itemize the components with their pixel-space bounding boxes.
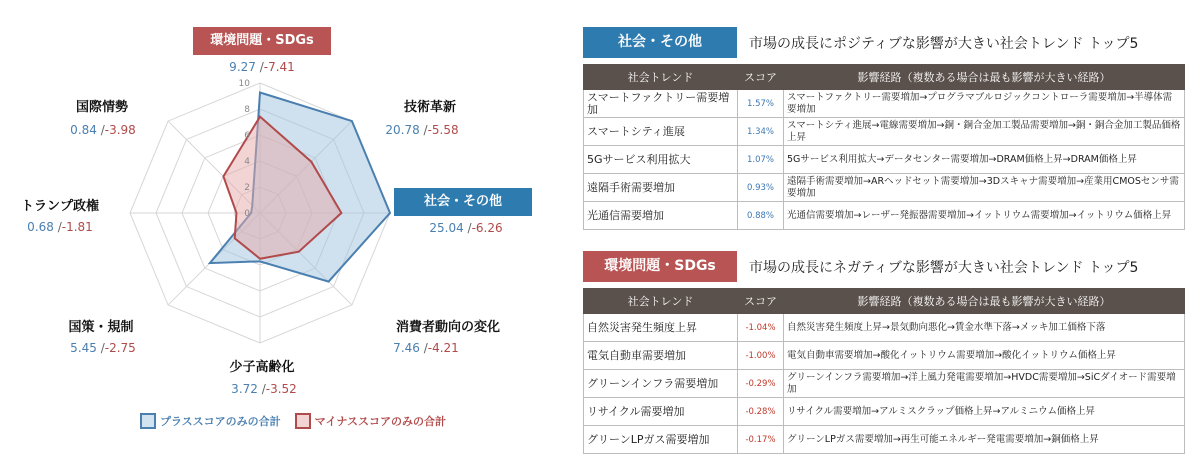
- trend-path: 5Gサービス利用拡大→データセンター需要増加→DRAM価格上昇→DRAM価格上昇: [784, 146, 1185, 174]
- table-header-row: [584, 65, 1185, 90]
- neg-score: -7.41: [263, 60, 295, 74]
- positive-trends-panel: [583, 27, 1185, 230]
- pos-score: 0.68: [27, 220, 54, 234]
- trend-score: 1.57%: [738, 90, 784, 118]
- legend-item-negative: [295, 413, 446, 429]
- negative-trends-panel: [583, 251, 1185, 454]
- legend-swatch-positive: [140, 413, 156, 429]
- table-row: [584, 370, 1185, 398]
- trend-score: -1.00%: [738, 342, 784, 370]
- radar-tick-label: 2: [244, 183, 250, 193]
- trend-path: 遠隔手術需要増加→ARヘッドセット需要増加→3Dスキャナ需要増加→産業用CMOSセンサ需要増加: [784, 174, 1185, 202]
- col-header-path: 影響経路（複数ある場合は最も影響が大きい経路）: [784, 65, 1185, 90]
- pos-score: 0.84: [70, 123, 97, 137]
- radar-tick-label: 4: [244, 157, 250, 167]
- positive-panel-tag: 社会・その他: [583, 27, 737, 58]
- axis-values-tech: 20.78 /-5.58: [385, 123, 459, 137]
- trend-name: 遠隔手術需要増加: [584, 174, 738, 202]
- axis-values-sdgs: 9.27 /-7.41: [229, 60, 295, 74]
- trend-name: リサイクル需要増加: [584, 398, 738, 426]
- negative-trends-table: [583, 288, 1185, 454]
- trend-name: グリーンインフラ需要増加: [584, 370, 738, 398]
- trend-path: グリーンLPガス需要増加→再生可能エネルギー発電需要増加→銅価格上昇: [784, 426, 1185, 454]
- neg-score: -4.21: [427, 341, 459, 355]
- trend-name: 光通信需要増加: [584, 202, 738, 230]
- positive-panel-header: [583, 27, 1185, 58]
- col-header-trend: 社会トレンド: [584, 289, 738, 314]
- radar-chart-panel: [0, 0, 560, 467]
- trend-name: 5Gサービス利用拡大: [584, 146, 738, 174]
- trend-name: 電気自動車需要増加: [584, 342, 738, 370]
- trend-score: -1.04%: [738, 314, 784, 342]
- neg-score: -2.75: [104, 341, 136, 355]
- axis-values-trump: 0.68 /-1.81: [27, 220, 93, 234]
- table-row: [584, 398, 1185, 426]
- radar-tick-label: 0: [244, 209, 250, 219]
- col-header-path: 影響経路（複数ある場合は最も影響が大きい経路）: [784, 289, 1185, 314]
- pos-score: 25.04: [429, 221, 464, 235]
- trend-name: 自然災害発生頻度上昇: [584, 314, 738, 342]
- legend-swatch-negative: [295, 413, 311, 429]
- trend-path: 自然災害発生頻度上昇→景気動向悪化→賃金水準下落→メッキ加工価格下落: [784, 314, 1185, 342]
- table-row: [584, 342, 1185, 370]
- legend-item-positive: [140, 413, 281, 429]
- pos-score: 7.46: [393, 341, 420, 355]
- trend-name: グリーンLPガス需要増加: [584, 426, 738, 454]
- axis-label-society-highlight: 社会・その他: [394, 188, 532, 216]
- trend-path: 電気自動車需要増加→酸化イットリウム需要増加→酸化イットリウム価格上昇: [784, 342, 1185, 370]
- trend-path: 光通信需要増加→レーザー発振器需要増加→イットリウム需要増加→イットリウム価格上昇: [784, 202, 1185, 230]
- axis-label-tech: 技術革新: [403, 100, 457, 115]
- negative-panel-tag: 環境問題・SDGs: [583, 251, 737, 282]
- table-row: [584, 146, 1185, 174]
- negative-panel-header: [583, 251, 1185, 282]
- radar-tick-label: 8: [244, 105, 250, 115]
- trend-score: 0.88%: [738, 202, 784, 230]
- axis-label-trump: トランプ政権: [20, 199, 100, 214]
- trend-score: 0.93%: [738, 174, 784, 202]
- col-header-score: スコア: [738, 289, 784, 314]
- axis-label-aging: 少子高齢化: [229, 360, 295, 375]
- trend-score: 1.07%: [738, 146, 784, 174]
- negative-panel-title: 市場の成長にネガティブな影響が大きい社会トレンド トップ5: [749, 259, 1139, 276]
- neg-score: -6.26: [471, 221, 503, 235]
- axis-label-intl: 国際情勢: [75, 100, 129, 115]
- pos-score: 9.27: [229, 60, 256, 74]
- trend-name: スマートシティ進展: [584, 118, 738, 146]
- trend-score: -0.17%: [738, 426, 784, 454]
- trend-path: グリーンインフラ需要増加→洋上風力発電需要増加→HVDC需要増加→SiCダイオード需要増加: [784, 370, 1185, 398]
- legend-label-negative: マイナススコアのみの合計: [314, 415, 447, 428]
- axis-values-intl: 0.84 /-3.98: [70, 123, 136, 137]
- axis-label-consumer: 消費者動向の変化: [395, 320, 501, 335]
- pos-score: 5.45: [70, 341, 97, 355]
- axis-values-consumer: 7.46 /-4.21: [393, 341, 459, 355]
- axis-label-policy: 国策・規制: [68, 320, 134, 335]
- table-row: [584, 426, 1185, 454]
- positive-panel-title: 市場の成長にポジティブな影響が大きい社会トレンド トップ5: [749, 35, 1139, 52]
- trend-path: リサイクル需要増加→アルミスクラップ価格上昇→アルミニウム価格上昇: [784, 398, 1185, 426]
- legend-label-positive: プラススコアのみの合計: [160, 415, 281, 428]
- axis-values-policy: 5.45 /-2.75: [70, 341, 136, 355]
- trend-score: -0.29%: [738, 370, 784, 398]
- trend-path: スマートファクトリー需要増加→プログラマブルロジックコントローラ需要増加→半導体需要増加: [784, 90, 1185, 118]
- table-row: [584, 314, 1185, 342]
- neg-score: -3.98: [104, 123, 136, 137]
- pos-score: 3.72: [231, 382, 258, 396]
- chart-legend: [140, 413, 446, 429]
- trend-score: -0.28%: [738, 398, 784, 426]
- radar-tick-label: 10: [238, 79, 250, 89]
- pos-score: 20.78: [385, 123, 420, 137]
- radar-tick-label: 6: [244, 131, 250, 141]
- axis-label-sdgs-highlight: 環境問題・SDGs: [193, 27, 331, 55]
- table-row: [584, 174, 1185, 202]
- table-row: [584, 90, 1185, 118]
- neg-score: -3.52: [265, 382, 297, 396]
- positive-trends-table: [583, 64, 1185, 230]
- col-header-trend: 社会トレンド: [584, 65, 738, 90]
- col-header-score: スコア: [738, 65, 784, 90]
- axis-values-society: 25.04 /-6.26: [429, 221, 503, 235]
- axis-values-aging: 3.72 /-3.52: [231, 382, 297, 396]
- table-header-row: [584, 289, 1185, 314]
- neg-score: -5.58: [427, 123, 459, 137]
- table-row: [584, 202, 1185, 230]
- table-row: [584, 118, 1185, 146]
- neg-score: -1.81: [61, 220, 93, 234]
- trend-name: スマートファクトリー需要増加: [584, 90, 738, 118]
- trend-path: スマートシティ進展→電線需要増加→銅・銅合金加工製品需要増加→銅・銅合金加工製品価格上昇: [784, 118, 1185, 146]
- trend-score: 1.34%: [738, 118, 784, 146]
